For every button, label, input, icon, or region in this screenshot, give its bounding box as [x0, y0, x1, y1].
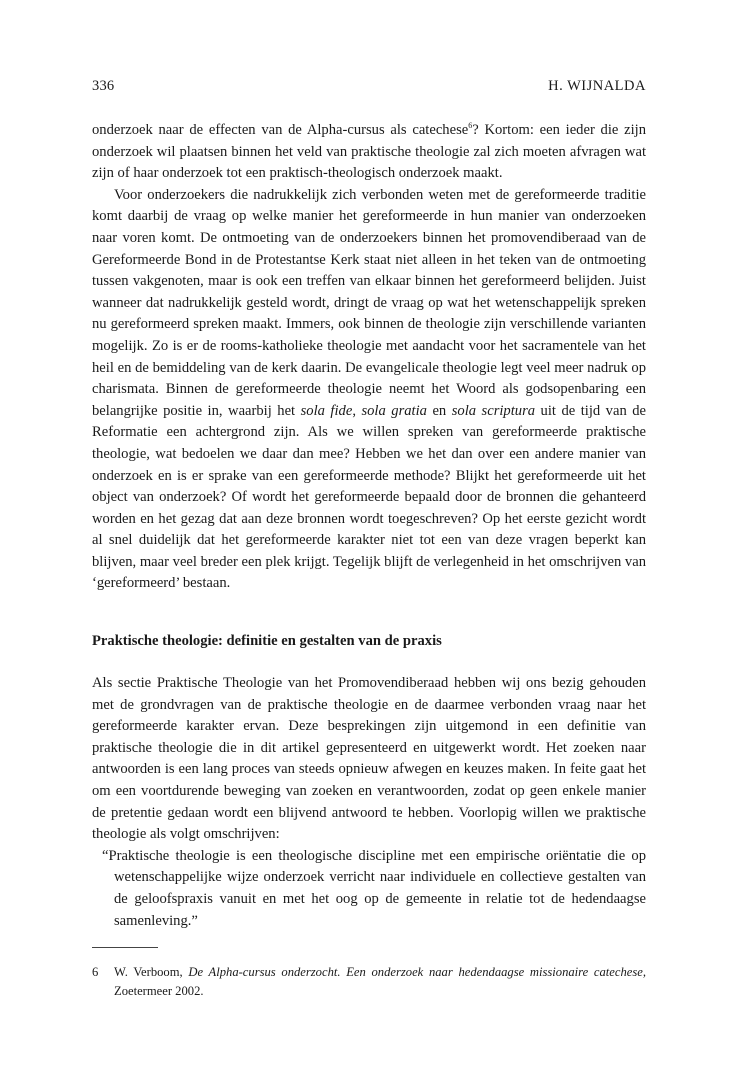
footnote-number: 6 [92, 965, 99, 979]
running-author: H. WIJNALDA [548, 78, 646, 94]
section-heading: Praktische theologie: definitie en gestalten van de praxis [92, 633, 442, 649]
footnote-marker: 6 [468, 121, 473, 131]
footnote-text: W. Verboom, De Alpha-cursus onderzocht. Een onderzoek naar hedendaagse missionaire catechese, Zoetermeer 2002. [114, 965, 646, 998]
footnote [92, 963, 646, 1000]
section-text [92, 673, 646, 932]
paragraph-1: onderzoek naar de effecten van de Alpha-cursus als catechese$^6$? Kortom: een ieder die zijn onderzoek wil plaatsen binnen het veld van praktische theologie zal zich moeten afvragen wat zijn of haar onderzoek tot een praktisch-theologisch onderzoek maakt. [92, 121, 646, 182]
paragraph-3: Als sectie Praktische Theologie van het Promovendiberaad hebben wij ons bezig gehouden met de grondvragen van de praktische theologie en de daarmee verbonden vraag naar het gereformeerde karakter ervan. Deze besprekingen zijn uitgemond in een definitie van praktische theologie die in dit artikel gepresenteerd en uitgewerkt wordt. Het zoeken naar antwoorden is een lang proces van steeds opnieuw afwegen en keuzes maken. In feite gaat het om een voortdurende beweging van zoeken en verantwoorden, zodat op geen enkele manier de pretentie gedaan wordt een blijvend antwoord te hebben. Voorlopig willen we praktische theologie als volgt omschrijven: [92, 675, 646, 843]
paragraph-2: Voor onderzoekers die nadrukkelijk zich verbonden weten met de gereformeerde traditie komt daarbij de vraag op welke manier het gereformeerde in hun manier van onderzoeken naar voren komt. De ontmoeting van de onderzoekers binnen het promovendiberaad van de Gereformeerde Bond in de Protestantse Kerk staat niet alleen in het teken van de ontmoeting tussen vakgenoten, maar is ook een treffen van elkaar binnen het gereformeerd belijden. Juist wanneer dat nadrukkelijk gesteld wordt, dringt de vraag op wat het wetenschappelijk spreken nu gereformeerd spreken maakt. Immers, ook binnen de theologie zijn verschillende varianten mogelijk. Zo is er de rooms-katholieke theologie met aandacht voor het sacramentele van het heil en de bemiddeling van de kerk daarin. De evangelicale theologie legt veel meer nadruk op charismata. Binnen de gereformeerde theologie neemt het Woord als godsopenbaring een belangrijke positie in, waarbij het sola fide, sola gratia en sola scriptura uit de tijd van de Reformatie een achtergrond zijn. Als we willen spreken van gereformeerde praktische theologie, wat bedoelen we daar dan mee? Hebben we het dan over een andere manier van onderzoek en is er sprake van een gereformeerde methode? Blijkt het gereformeerde uit het object van onderzoek? Of wordt het gereformeerde bepaald door de bronnen die gehanteerd worden en het gezag dat aan deze bronnen wordt toegeschreven? Op het eerste gezicht wordt al snel duidelijk dat het gereformeerde karakter niet tot een van deze vragen beperkt kan blijven, maar veel breder een plek krijgt. Tegelijk blijft de verlegenheid in het omschrijven van ‘gereformeerd’ bestaan. [92, 186, 647, 592]
definition-quote: “Praktische theologie is een theologische discipline met een empirische oriëntatie die op wetenschappelijke wijze onderzoek verricht naar individuele en collectieve gestalten van de geloofspraxis vanuit en met het oog op de gemeente in relatie tot de hedendaagse samenleving.” [102, 847, 646, 929]
main-text [92, 120, 646, 595]
book-page [92, 0, 646, 1068]
page-number: 336 [92, 78, 115, 94]
footnote-divider [92, 947, 158, 948]
